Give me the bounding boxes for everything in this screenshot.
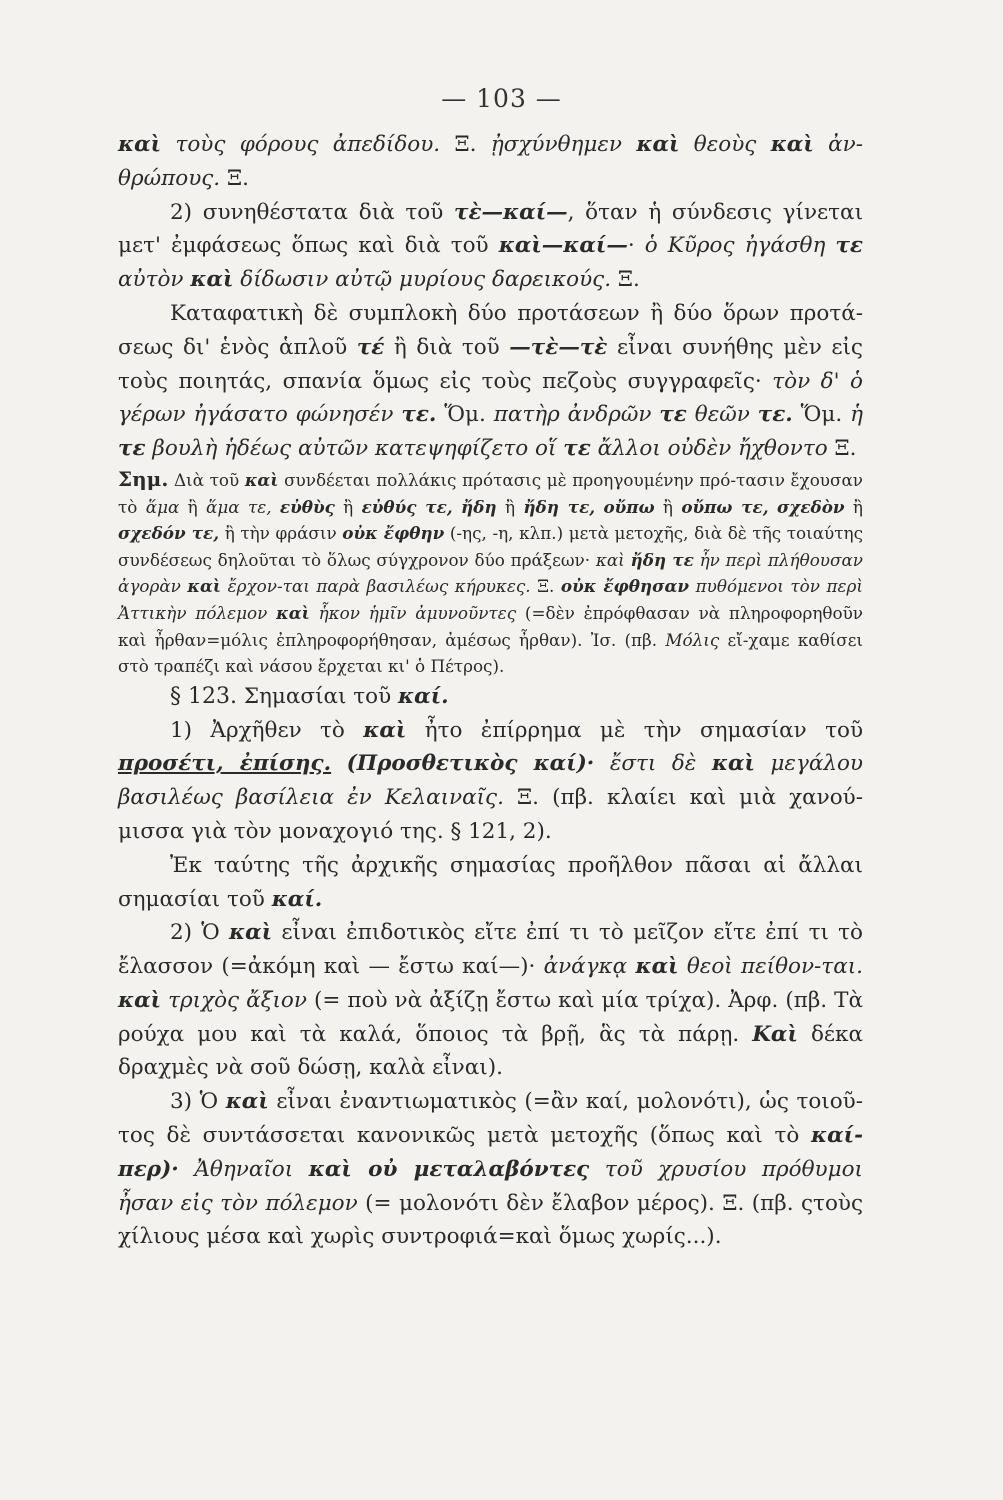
paragraph: καὶ τοὺς φόρους ἀπεδίδου. Ξ. ᾐσχύνθημεν καὶ θεοὺς καὶ ἀν-θρώπους. Ξ. — [118, 132, 863, 191]
paragraph: Ἐκ ταύτης τῆς ἀρχικῆς σημασίας προῆλθον πᾶσαι αἱ ἄλλαι σημασίαι τοῦ καί. — [118, 852, 863, 912]
note — [118, 466, 863, 680]
note-text: Διὰ τοῦ καὶ συνδέεται πολλάκις πρότασις μὲ προηγουμένην πρό-τασιν ἔχουσαν τὸ ἅμα ἢ ἅμα τε, εὐθὺς ἢ εὐθύς τε, ἤδη ἢ ἤδη τε, οὔπω ἢ οὔπω τε, σχεδὸν ἢ σχεδόν τε, ἢ τὴν φράσιν οὐκ ἔφθην (-ης, -η, κλπ.) μετὰ μετοχῆς, διὰ δὲ τῆς τοιαύτης συνδέσεως δηλοῦται τὸ ὅλως σύγχρονον δύο πράξεων· καὶ ἤδη τε ἦν περὶ πλήθουσαν ἀγορὰν καὶ ἔρχον-ται παρὰ βασιλέως κήρυκες. Ξ. οὐκ ἔφθησαν πυθόμενοι τὸν περὶ Ἀττικὴν πόλεμον καὶ ἧκον ἡμῖν ἀμυνοῦντες (=δὲν ἐπρόφθασαν νὰ πληροφορηθοῦν καὶ ἦρθαν=μόλις ἐπληροφορήθησαν, ἀμέσως ἦρθαν). Ἰσ. (πβ. Μόλις εἴ-χαμε καθίσει στὸ τραπέζι καὶ νάσου ἔρχεται κι' ὁ Πέτρος). — [118, 469, 863, 677]
paragraph: Καταφατικὴ δὲ συμπλοκὴ δύο προτάσεων ἢ δύο ὅρων προτά-σεως δι' ἑνὸς ἁπλοῦ τέ ἢ διὰ τοῦ —τὲ—τὲ εἶναι συνήθης μὲν εἰς τοὺς ποιητάς, σπανία ὅμως εἰς τοὺς πεζοὺς συγγραφεῖς· τὸν δ' ὁ γέρων ἠγάσατο φώνησέν τε. Ὅμ. πατὴρ ἀνδρῶν τε θεῶν τε. Ὅμ. ἡ τε βουλὴ ἡδέως αὐτῶν κατεψηφίζετο οἵ τε ἄλλοι οὐδὲν ἤχθοντο Ξ. — [118, 300, 863, 462]
section-heading — [118, 680, 863, 714]
paragraph: 1) Ἀρχῆθεν τὸ καὶ ἦτο ἐπίρρημα μὲ τὴν σημασίαν τοῦ προσέτι, ἐπίσης. (Προσθετικὸς καί)· ἔστι δὲ καὶ μεγάλου βασιλέως βασίλεια ἐν Κελαιναῖς. Ξ. (πβ. κλαίει καὶ μιὰ χανού-μισσα γιὰ τὸν μοναχογιό της. § 121, 2). — [118, 717, 864, 844]
note-label: Σημ. — [118, 466, 169, 491]
section-title: Σημασίαι τοῦ καί. — [243, 683, 449, 709]
paragraph: 2) συνηθέστατα διὰ τοῦ τὲ—καί—, ὅταν ἡ σύνδεσις γίνεται μετ' ἐμφάσεως ὅπως καὶ διὰ τοῦ καὶ—καί—· ὁ Κῦρος ἠγάσθη τε αὐτὸν καὶ δίδωσιν αὐτῷ μυρίους δαρεικούς. Ξ. — [118, 199, 863, 293]
page-body — [118, 128, 863, 1254]
section-number: § 123. — [170, 683, 237, 709]
paragraph: 3) Ὁ καὶ εἶναι ἐναντιωματικὸς (=ἂν καί, μολονότι), ὡς τοιοῦ-τος δὲ συντάσσεται κανονικῶς μετὰ μετοχῆς (ὅπως καὶ τὸ καί-περ)· Ἀθηναῖοι καὶ οὐ μεταλαβόντες τοῦ χρυσίου πρόθυμοι ἦσαν εἰς τὸν πόλεμον (= μολονότι δὲν ἔλαβον μέρος). Ξ. (πβ. ςτοὺς χίλιους μέσα καὶ χωρὶς συντροφιά=καὶ ὅμως χωρίς...). — [118, 1089, 863, 1250]
paragraph: 2) Ὁ καὶ εἶναι ἐπιδοτικὸς εἴτε ἐπί τι τὸ μεῖζον εἴτε ἐπί τι τὸ ἔλασσον (=ἀκόμη καὶ — ἔστω καί—)· ἀνάγκᾳ καὶ θεοὶ πείθον-ται. καὶ τριχὸς ἄξιον (= ποὺ νὰ ἀξίζῃ ἔστω καὶ μία τρίχα). Ἀρφ. (πβ. Τὰ ρούχα μου καὶ τὰ καλά, ὅποιος τὰ βρῇ, ἃς τὰ πάρῃ. Καὶ δέκα δραχμὲς νὰ σοῦ δώσῃ, καλὰ εἶναι). — [118, 920, 863, 1081]
page-number: — 103 — — [441, 84, 562, 113]
